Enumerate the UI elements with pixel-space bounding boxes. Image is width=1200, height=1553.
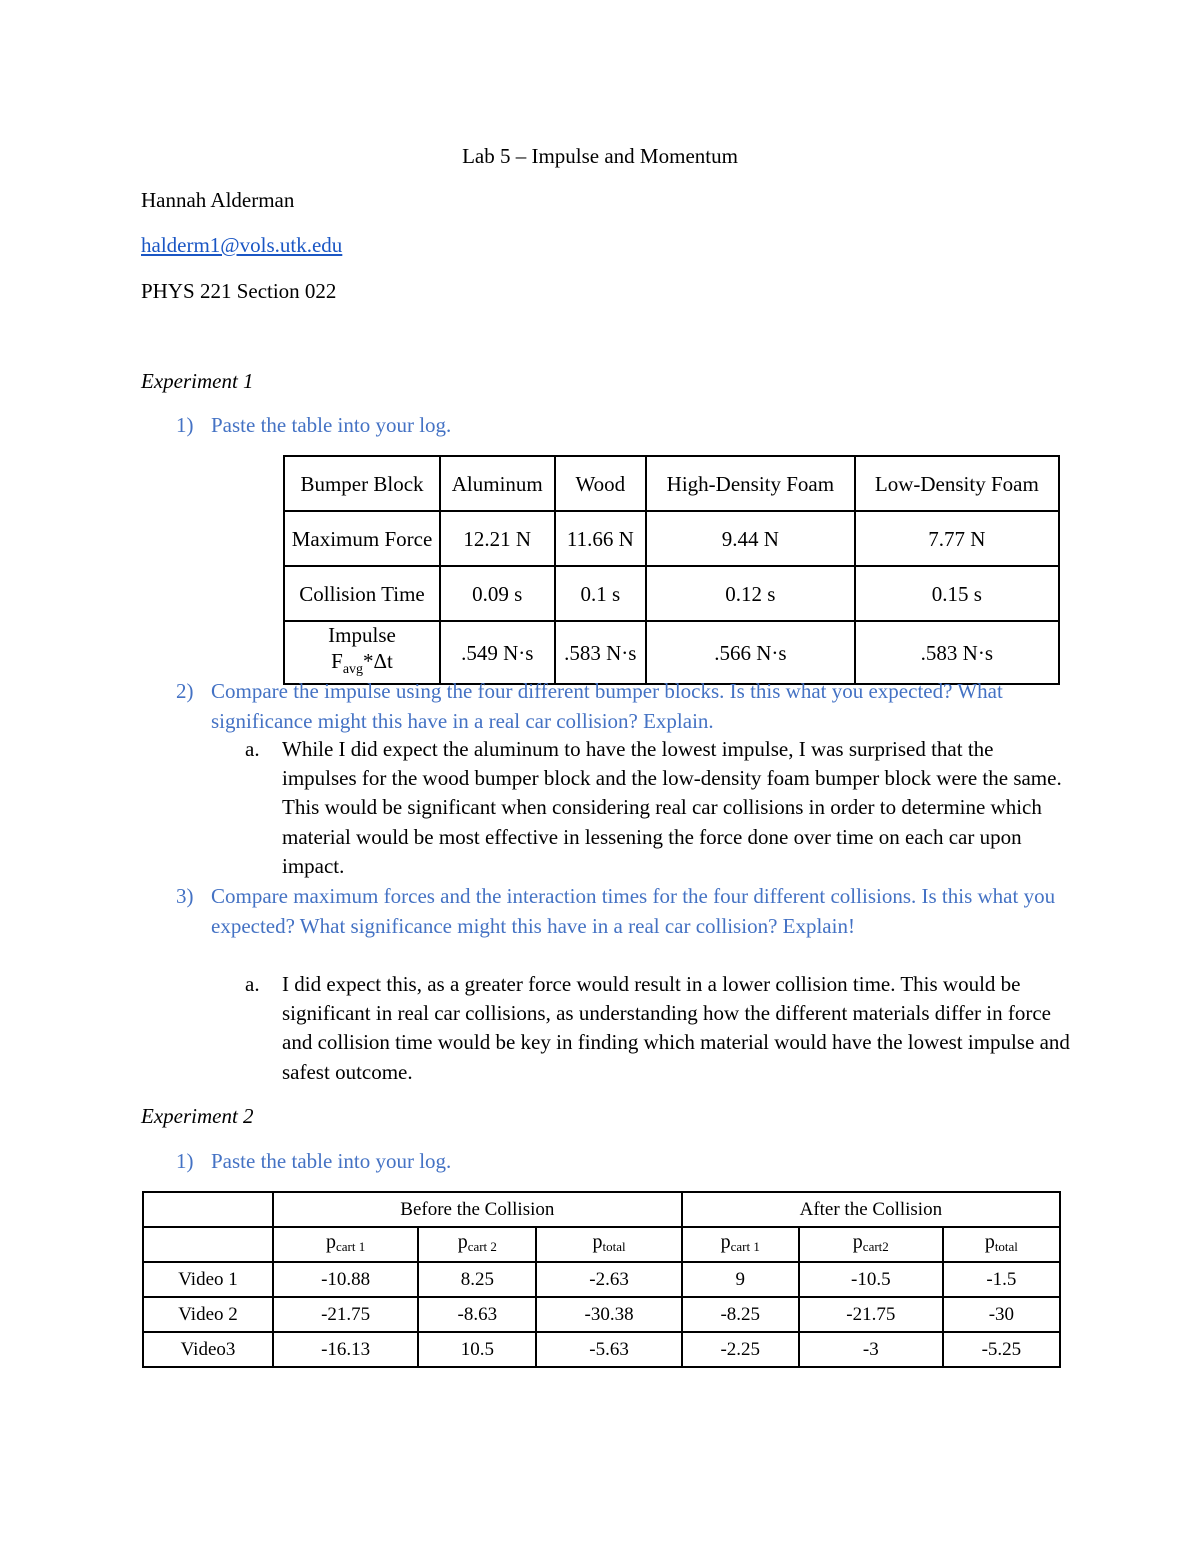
question-text: Paste the table into your log. <box>211 1149 452 1173</box>
table-cell: 10.5 <box>418 1332 536 1367</box>
momentum-symbol: p <box>592 1231 603 1253</box>
header-cell: Low-Density Foam <box>855 456 1059 511</box>
table-cell: 0.1 s <box>555 566 647 621</box>
subheader-cell <box>682 1227 799 1262</box>
table-header-row <box>284 456 1059 511</box>
group-header-after: After the Collision <box>682 1192 1060 1227</box>
momentum-symbol: p <box>984 1231 995 1253</box>
table-cell: -30 <box>943 1297 1060 1332</box>
table-cell: -21.75 <box>799 1297 943 1332</box>
table-cell: .566 N·s <box>646 621 855 684</box>
row-label: Video 1 <box>143 1262 273 1297</box>
table-cell: -30.38 <box>536 1297 681 1332</box>
row-label <box>284 621 440 684</box>
impulse-label: Impulse <box>328 623 396 647</box>
table-cell: 9 <box>682 1262 799 1297</box>
momentum-subscript: cart 1 <box>730 1239 760 1254</box>
table-row <box>284 511 1059 566</box>
momentum-symbol: p <box>457 1231 468 1253</box>
question-text: Paste the table into your log. <box>211 413 452 437</box>
answer-text: I did expect this, as a greater force would result in a lower collision time. This would be significant in real car collisions, as understanding how the different materials differ in force and collision time would be key in finding which material would have the lowest impulse and safest outcome. <box>282 972 1070 1084</box>
momentum-subscript: total <box>602 1239 626 1254</box>
subheader-cell <box>536 1227 681 1262</box>
table-cell: 9.44 N <box>646 511 855 566</box>
bumper-block-table <box>283 455 1060 685</box>
answer-text: While I did expect the aluminum to have the lowest impulse, I was surprised that the impulses for the wood bumper block and the low-density foam bumper block were the same. This would be significant when considering real car collisions in order to determine which material would be most effective in lessening the force done over time on each car upon impact. <box>282 737 1062 878</box>
table-row <box>143 1297 1060 1332</box>
table-cell: -2.25 <box>682 1332 799 1367</box>
answer-marker: a. <box>245 972 260 996</box>
force-subscript: avg <box>342 662 364 677</box>
momentum-symbol: p <box>852 1231 863 1253</box>
table-cell: -5.25 <box>943 1332 1060 1367</box>
table-cell: 0.12 s <box>646 566 855 621</box>
table-cell: -5.63 <box>536 1332 681 1367</box>
document-title: Lab 5 – Impulse and Momentum <box>462 144 738 168</box>
table-cell: -3 <box>799 1332 943 1367</box>
header-cell: Bumper Block <box>284 456 440 511</box>
table-row <box>284 621 1059 684</box>
momentum-subscript: total <box>994 1239 1018 1254</box>
author-name: Hannah Alderman <box>141 188 295 212</box>
table-cell: .549 N·s <box>440 621 555 684</box>
experiment-1-heading: Experiment 1 <box>141 369 254 393</box>
table-cell: .583 N·s <box>855 621 1059 684</box>
subheader-cell <box>799 1227 943 1262</box>
table-cell: 12.21 N <box>440 511 555 566</box>
header-cell: Wood <box>555 456 647 511</box>
subheader-cell <box>943 1227 1060 1262</box>
header-cell: Aluminum <box>440 456 555 511</box>
table-cell: 0.15 s <box>855 566 1059 621</box>
momentum-subscript: cart 2 <box>467 1239 497 1254</box>
row-label: Video3 <box>143 1332 273 1367</box>
answer-marker: a. <box>245 737 260 761</box>
header-cell: High-Density Foam <box>646 456 855 511</box>
author-email-link[interactable]: halderm1@vols.utk.edu <box>141 233 343 257</box>
force-symbol: F <box>331 649 343 673</box>
momentum-table <box>142 1191 1061 1368</box>
table-row <box>284 566 1059 621</box>
momentum-subscript: cart 1 <box>335 1239 366 1254</box>
table-cell: 0.09 s <box>440 566 555 621</box>
table-cell: -10.88 <box>273 1262 418 1297</box>
course-section: PHYS 221 Section 022 <box>141 279 337 303</box>
table-cell: -8.63 <box>418 1297 536 1332</box>
momentum-symbol: p <box>325 1231 336 1253</box>
question-text: Compare the impulse using the four different bumper blocks. Is this what you expected? What significance might this have in a real car collision? Explain. <box>211 679 1003 733</box>
table-cell: -1.5 <box>943 1262 1060 1297</box>
row-label: Maximum Force <box>284 511 440 566</box>
table-cell: 8.25 <box>418 1262 536 1297</box>
subheader-cell <box>273 1227 418 1262</box>
momentum-symbol: p <box>720 1231 731 1253</box>
group-header-before: Before the Collision <box>273 1192 682 1227</box>
impulse-formula-rest: *Δt <box>363 649 393 673</box>
question-number: 3) <box>176 884 194 908</box>
table-cell: -2.63 <box>536 1262 681 1297</box>
row-label: Collision Time <box>284 566 440 621</box>
question-number: 1) <box>176 413 194 437</box>
subheader-cell <box>418 1227 536 1262</box>
table-cell: -21.75 <box>273 1297 418 1332</box>
table-subheader-row <box>143 1227 1060 1262</box>
table-cell: .583 N·s <box>555 621 647 684</box>
question-number: 1) <box>176 1149 194 1173</box>
table-cell: -10.5 <box>799 1262 943 1297</box>
table-group-header-row <box>143 1192 1060 1227</box>
table-cell: 7.77 N <box>855 511 1059 566</box>
empty-cell <box>143 1227 273 1262</box>
table-row <box>143 1332 1060 1367</box>
experiment-2-heading: Experiment 2 <box>141 1104 254 1128</box>
row-label: Video 2 <box>143 1297 273 1332</box>
question-number: 2) <box>176 679 194 703</box>
table-cell: -8.25 <box>682 1297 799 1332</box>
table-row <box>143 1262 1060 1297</box>
question-text: Compare maximum forces and the interaction times for the four different collisions. Is this what you expected? What significance might this have in a real car collision? Explain! <box>211 884 1056 938</box>
momentum-subscript: cart2 <box>862 1239 889 1254</box>
empty-cell <box>143 1192 273 1227</box>
table-cell: 11.66 N <box>555 511 647 566</box>
table-cell: -16.13 <box>273 1332 418 1367</box>
